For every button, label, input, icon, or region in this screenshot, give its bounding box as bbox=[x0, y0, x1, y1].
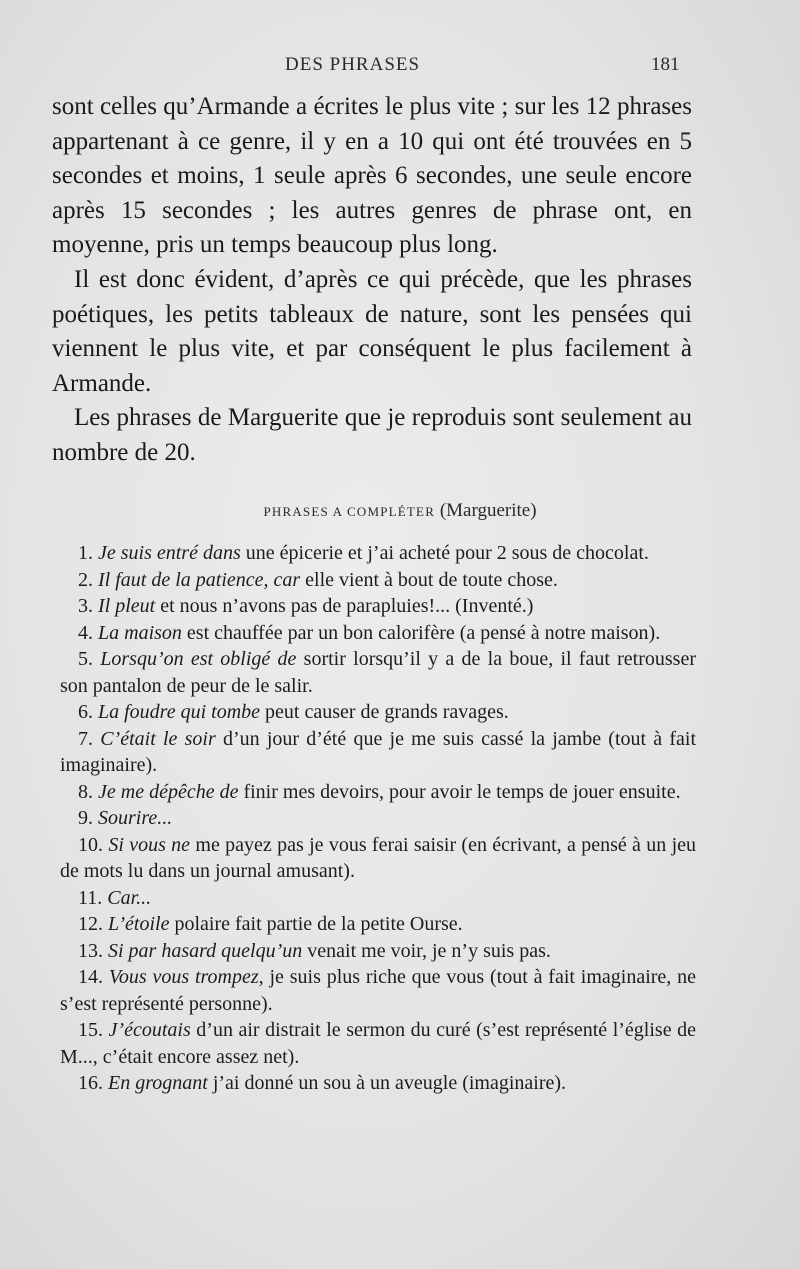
phrase-item bbox=[60, 1070, 696, 1097]
phrase-number: 6. bbox=[78, 701, 93, 723]
phrase-completion: je suis plus riche que vous (tout à fait imaginaire, ne s’est représenté personne). bbox=[60, 966, 697, 1015]
phrase-number: 16. bbox=[78, 1072, 103, 1094]
phrase-list bbox=[60, 540, 696, 1097]
phrase-number: 3. bbox=[78, 595, 93, 617]
phrase-item bbox=[60, 699, 696, 726]
phrase-completion: finir mes devoirs, pour avoir le temps de jouer ensuite. bbox=[243, 780, 681, 803]
phrase-lead: Si par hasard quelqu’un bbox=[108, 939, 303, 962]
phrase-number: 12. bbox=[78, 913, 103, 935]
phrase-lead: La maison bbox=[98, 621, 182, 644]
phrase-lead: J’écoutais bbox=[108, 1019, 191, 1041]
phrase-completion: me payez pas je vous ferai saisir (en écrivant, a pensé à un jeu de mots lu dans un journal amusant). bbox=[60, 833, 697, 882]
phrase-item bbox=[60, 938, 696, 965]
phrase-completion: elle vient à bout de toute chose. bbox=[305, 568, 558, 591]
phrase-lead: Je me dépêche de bbox=[98, 780, 239, 803]
phrase-item bbox=[60, 964, 696, 1017]
phrase-item bbox=[60, 540, 696, 567]
page-number: 181 bbox=[651, 54, 680, 75]
phrase-lead: Lorsqu’on est obligé de bbox=[100, 648, 297, 670]
phrase-number: 5. bbox=[78, 648, 93, 670]
phrase-item bbox=[60, 567, 696, 594]
phrase-completion: venait me voir, je n’y suis pas. bbox=[307, 939, 551, 962]
running-title: DES PHRASES bbox=[285, 54, 421, 75]
phrase-completion: sortir lorsqu’il y a de la boue, il faut retrousser son pantalon de peur de le salir. bbox=[60, 648, 697, 697]
phrase-number: 7. bbox=[78, 727, 93, 750]
phrase-completion: d’un air distrait le sermon du curé (s’est représenté l’église de M..., c’était encore assez net). bbox=[60, 1019, 696, 1068]
paragraph: Il est donc évident, d’après ce qui précède, que les phrases poétiques, les petits tableaux de nature, sont les pensées qui viennent le plus vite, et par conséquent le plus facilement à Armande. bbox=[52, 265, 692, 397]
phrase-lead: L’étoile bbox=[108, 913, 170, 935]
phrase-completion: et nous n’avons pas de parapluies!... (Inventé.) bbox=[160, 595, 534, 617]
phrase-item bbox=[60, 779, 696, 806]
phrase-lead: Si vous ne bbox=[108, 833, 191, 856]
paragraph-continuation: sont celles qu’Armande a écrites le plus vite ; sur les 12 phrases appartenant à ce genre, il y en a 10 qui ont été trouvées en 5 secondes et moins, 1 seule après 6 secondes, une seule encore après 15 secondes ; les autres genres de phrase ont, en moyenne, pris un temps beaucoup plus long. bbox=[52, 93, 692, 259]
phrase-lead: Je suis entré dans bbox=[98, 542, 241, 564]
phrase-completion: polaire fait partie de la petite Ourse. bbox=[174, 913, 463, 935]
phrase-number: 9. bbox=[78, 807, 93, 829]
phrase-lead: Il pleut bbox=[98, 595, 156, 617]
phrase-lead: La foudre qui tombe bbox=[98, 701, 261, 723]
phrase-item bbox=[60, 1017, 696, 1070]
section-heading-rest: (Marguerite) bbox=[439, 500, 537, 521]
body-text bbox=[52, 90, 692, 471]
phrase-item bbox=[60, 911, 696, 938]
paragraph: Les phrases de Marguerite que je reproduis sont seulement au nombre de 20. bbox=[52, 404, 692, 466]
phrase-number: 4. bbox=[78, 621, 93, 644]
phrase-number: 1. bbox=[78, 542, 93, 564]
phrase-number: 14. bbox=[78, 966, 103, 988]
phrase-item bbox=[60, 646, 696, 699]
phrase-lead: Sourire... bbox=[98, 807, 173, 829]
phrase-lead: Vous vous trompez, bbox=[108, 966, 264, 988]
phrase-number: 8. bbox=[78, 780, 93, 803]
phrase-item bbox=[60, 620, 696, 647]
section-heading bbox=[0, 500, 800, 522]
phrase-completion: peut causer de grands ravages. bbox=[265, 701, 509, 723]
phrase-number: 10. bbox=[78, 833, 103, 856]
phrase-item bbox=[60, 832, 696, 885]
phrase-lead: En grognant bbox=[108, 1072, 208, 1094]
phrase-item bbox=[60, 593, 696, 620]
running-head bbox=[0, 54, 800, 84]
phrase-number: 13. bbox=[78, 939, 103, 962]
section-heading-smallcaps: PHRASES A COMPLÉTER bbox=[263, 504, 436, 519]
phrase-lead: C’était le soir bbox=[100, 727, 216, 750]
phrase-completion: j’ai donné un sou à un aveugle (imaginaire). bbox=[212, 1072, 567, 1094]
phrase-number: 2. bbox=[78, 568, 93, 591]
phrase-completion: une épicerie et j’ai acheté pour 2 sous de chocolat. bbox=[245, 542, 649, 564]
phrase-item bbox=[60, 726, 696, 779]
phrase-item bbox=[60, 805, 696, 832]
phrase-lead: Car... bbox=[107, 886, 152, 909]
phrase-completion: est chauffée par un bon calorifère (a pensé à notre maison). bbox=[186, 621, 661, 644]
phrase-number: 11. bbox=[78, 886, 103, 909]
phrase-lead: Il faut de la patience, car bbox=[98, 568, 301, 591]
phrase-item bbox=[60, 885, 696, 912]
phrase-number: 15. bbox=[78, 1019, 103, 1041]
phrase-completion: d’un jour d’été que je me suis cassé la jambe (tout à fait imaginaire). bbox=[60, 727, 697, 776]
